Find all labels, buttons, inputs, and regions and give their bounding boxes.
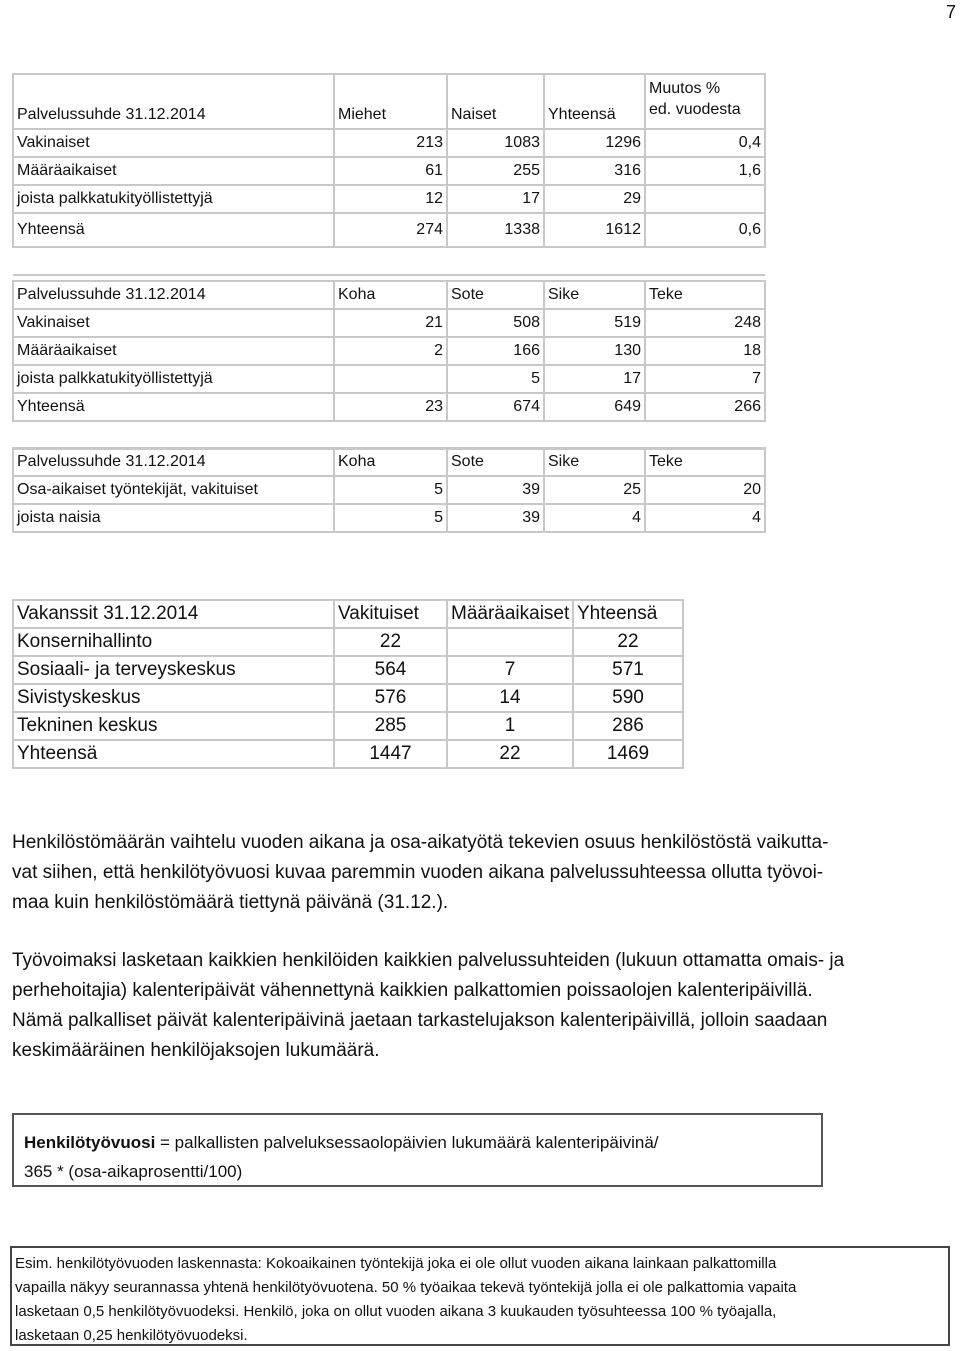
row-label: Osa-aikaiset työntekijät, vakituiset	[13, 476, 334, 504]
header-cell: Määräaikaiset	[447, 600, 573, 628]
header-cell: Sike	[544, 448, 645, 476]
page-number: 7	[945, 2, 956, 22]
cell-value: 22	[573, 628, 683, 656]
paragraph-variation	[12, 828, 956, 918]
cell-value: 0,4	[645, 129, 765, 157]
cell-value	[334, 365, 447, 393]
table-row	[13, 740, 683, 768]
cell-value: 5	[334, 476, 447, 504]
cell-value: 1,6	[645, 157, 765, 185]
cell-value: 61	[334, 157, 447, 185]
formula-line-1	[24, 1128, 811, 1157]
cell-value	[447, 628, 573, 656]
cell-value: 23	[334, 393, 447, 421]
header-cell: Teke	[645, 281, 765, 309]
header-cell: Sike	[544, 281, 645, 309]
table-row	[13, 393, 765, 421]
header-cell: Koha	[334, 448, 447, 476]
text-line: lasketaan 0,25 henkilötyövuodeksi.	[15, 1327, 248, 1344]
cell-value: 7	[645, 365, 765, 393]
formula-term: Henkilötyövuosi	[24, 1133, 156, 1152]
cell-value: 14	[447, 684, 573, 712]
cell-value: 39	[447, 504, 544, 532]
cell-value: 590	[573, 684, 683, 712]
row-label: Yhteensä	[13, 213, 334, 247]
table-row	[13, 628, 683, 656]
table-personnel-by-unit	[12, 280, 766, 450]
cell-value: 20	[645, 476, 765, 504]
row-label: Konsernihallinto	[13, 628, 334, 656]
header-change-line1: Muutos %	[649, 80, 721, 97]
cell-value: 286	[573, 712, 683, 740]
cell-value: 564	[334, 656, 447, 684]
text-line: Työvoimaksi lasketaan kaikkien henkilöiden kaikkien palvelussuhteiden (lukuun ottamatta omais- ja	[12, 950, 845, 971]
text-line: vat siihen, että henkilötyövuosi kuvaa paremmin vuoden aikana palvelussuhteessa ollutta työvoi-	[12, 862, 824, 883]
cell-value: 1	[447, 712, 573, 740]
cell-value: 1612	[544, 213, 645, 247]
cell-value: 255	[447, 157, 544, 185]
header-cell: Palvelussuhde 31.12.2014	[13, 448, 334, 476]
example-box	[10, 1246, 950, 1346]
text-line: Nämä palkalliset päivät kalenteripäivinä jaetaan tarkastelujakson kalenteripäivillä, jolloin saadaan	[12, 1010, 828, 1031]
row-label: Tekninen keskus	[13, 712, 334, 740]
table-part-time	[12, 447, 766, 533]
cell-value: 285	[334, 712, 447, 740]
row-label: Sivistyskeskus	[13, 684, 334, 712]
header-cell: Koha	[334, 281, 447, 309]
cell-value: 508	[447, 309, 544, 337]
cell-value: 316	[544, 157, 645, 185]
header-cell: Miehet	[334, 74, 447, 129]
cell-value: 7	[447, 656, 573, 684]
cell-value: 22	[447, 740, 573, 768]
spacer-row	[13, 421, 765, 449]
table-vacancies	[12, 599, 684, 769]
text-line: keskimääräinen henkilöjaksojen lukumäärä.	[12, 1040, 380, 1061]
cell-value: 130	[544, 337, 645, 365]
header-cell: Teke	[645, 448, 765, 476]
header-cell: Yhteensä	[573, 600, 683, 628]
row-label: Yhteensä	[13, 740, 334, 768]
text-line: lasketaan 0,5 henkilötyövuodeksi. Henkilö, joka on ollut vuoden aikana 3 kuukauden työsuhteessa 100 % työajalla,	[15, 1303, 777, 1320]
cell-value: 266	[645, 393, 765, 421]
cell-value: 18	[645, 337, 765, 365]
cell-value: 248	[645, 309, 765, 337]
table-row	[13, 476, 765, 504]
text-line: Esim. henkilötyövuoden laskennasta: Kokoaikainen työntekijä joka ei ole ollut vuoden aikana lainkaan palkattomilla	[15, 1255, 777, 1272]
cell-value: 274	[334, 213, 447, 247]
table-row	[13, 309, 765, 337]
header-cell: Sote	[447, 281, 544, 309]
cell-value: 1083	[447, 129, 544, 157]
cell-value: 25	[544, 476, 645, 504]
text-line: perhehoitajia) kalenteripäivät vähennettynä kaikkien palkattomien poissaolojen kalenteripäivillä.	[12, 980, 813, 1001]
text-line: Henkilöstömäärän vaihtelu vuoden aikana ja osa-aikatyötä tekevien osuus henkilöstöstä vaikutta-	[12, 832, 829, 853]
paragraph-workforce-definition	[12, 946, 956, 1066]
row-label: Määräaikaiset	[13, 157, 334, 185]
table-row	[13, 684, 683, 712]
row-label: Vakinaiset	[13, 309, 334, 337]
row-label: Yhteensä	[13, 393, 334, 421]
formula-line-2: 365 * (osa-aikaprosentti/100)	[24, 1162, 243, 1181]
formula-definition: = palkallisten palveluksessaolopäivien lukumäärä kalenteripäivinä/	[155, 1133, 659, 1152]
table-row	[13, 185, 765, 213]
cell-value: 649	[544, 393, 645, 421]
text-line: vapailla näkyy seurannassa yhtenä henkilötyövuotena. 50 % työaikaa tekevä työntekijä jolla ei ole palkattomia vapaita	[15, 1279, 797, 1296]
row-label: joista palkkatukityöllistettyjä	[13, 365, 334, 393]
header-cell: Palvelussuhde 31.12.2014	[13, 281, 334, 309]
cell-value: 17	[447, 185, 544, 213]
header-cell: Palvelussuhde 31.12.2014	[13, 74, 334, 129]
header-cell: Sote	[447, 448, 544, 476]
cell-value: 39	[447, 476, 544, 504]
row-label: Sosiaali- ja terveyskeskus	[13, 656, 334, 684]
cell-value: 576	[334, 684, 447, 712]
formula-box	[12, 1113, 823, 1187]
cell-value: 1447	[334, 740, 447, 768]
header-cell: Yhteensä	[544, 74, 645, 129]
spacer-row	[13, 247, 765, 275]
table-row	[13, 337, 765, 365]
table-header-row	[13, 600, 683, 628]
cell-value: 5	[334, 504, 447, 532]
table-row	[13, 712, 683, 740]
cell-value: 1296	[544, 129, 645, 157]
cell-value: 0,6	[645, 213, 765, 247]
text-line: maa kuin henkilöstömäärä tiettynä päivänä (31.12.).	[12, 892, 449, 913]
table-row	[13, 157, 765, 185]
row-label: Vakinaiset	[13, 129, 334, 157]
row-label: joista naisia	[13, 504, 334, 532]
cell-value	[645, 185, 765, 213]
cell-value: 2	[334, 337, 447, 365]
cell-value: 1469	[573, 740, 683, 768]
cell-value: 571	[573, 656, 683, 684]
cell-value: 1338	[447, 213, 544, 247]
cell-value: 4	[645, 504, 765, 532]
table-header-row	[13, 74, 765, 129]
table-row	[13, 213, 765, 247]
cell-value: 12	[334, 185, 447, 213]
row-label: joista palkkatukityöllistettyjä	[13, 185, 334, 213]
table-personnel-totals	[12, 73, 766, 276]
cell-value: 519	[544, 309, 645, 337]
table-row	[13, 129, 765, 157]
table-header-row	[13, 448, 765, 476]
cell-value: 674	[447, 393, 544, 421]
cell-value: 213	[334, 129, 447, 157]
cell-value: 17	[544, 365, 645, 393]
cell-value: 29	[544, 185, 645, 213]
header-cell: Vakituiset	[334, 600, 447, 628]
cell-value: 22	[334, 628, 447, 656]
header-cell: Vakanssit 31.12.2014	[13, 600, 334, 628]
table-header-row	[13, 281, 765, 309]
table-row	[13, 656, 683, 684]
cell-value: 5	[447, 365, 544, 393]
row-label: Määräaikaiset	[13, 337, 334, 365]
cell-value: 4	[544, 504, 645, 532]
table-row	[13, 504, 765, 532]
header-change-line2: ed. vuodesta	[649, 101, 741, 118]
header-cell: Naiset	[447, 74, 544, 129]
cell-value: 166	[447, 337, 544, 365]
cell-value: 21	[334, 309, 447, 337]
header-cell-change	[645, 74, 765, 129]
table-row	[13, 365, 765, 393]
